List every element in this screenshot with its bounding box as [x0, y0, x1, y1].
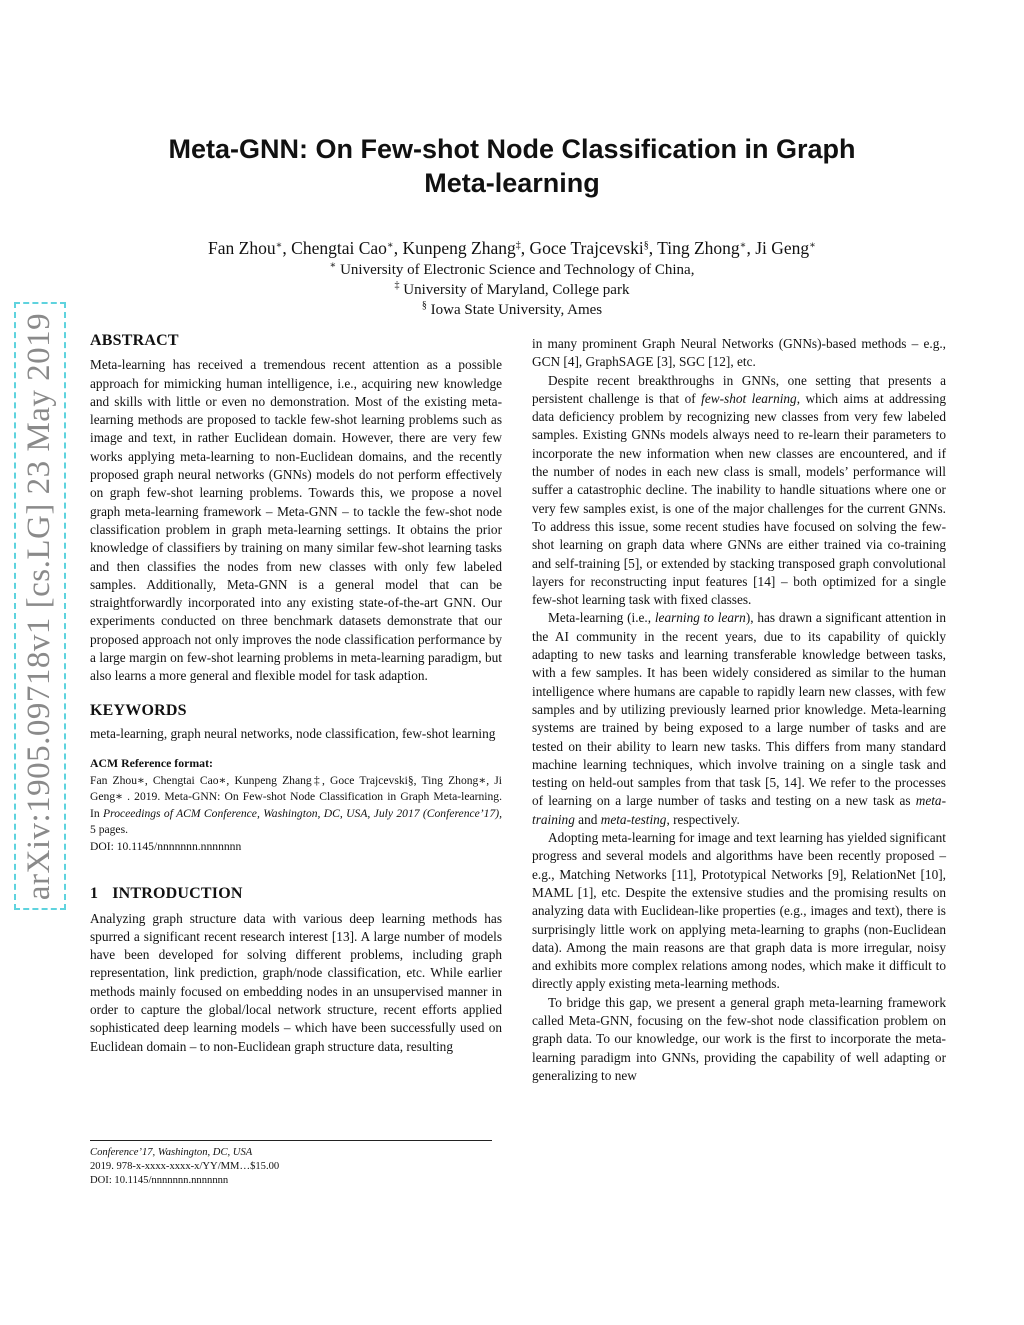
right-column — [532, 335, 946, 1085]
title-line-2: Meta-learning — [424, 168, 600, 198]
intro-paragraph: in many prominent Graph Neural Networks (GNNs)-based methods – e.g., GCN [4], GraphSAGE [3], SGC [12], etc. — [532, 336, 946, 370]
intro-paragraph: Adopting meta-learning for image and text learning has yielded significant progress and several models and algorithms have been recently proposed – e.g., Matching Networks [11], Prototypical Networks [9], RelationNet [10], MAML [1], etc. Despite the extensive studies and the promising results on analyzing data with Euclidean-like properties (e.g., images and text), there is surprisingly little work on applying meta-learning to graphs (non-Euclidean data). Among the main reasons are that graph data is more irregular, noisy and exhibits more complex relations among nodes, which make it difficult to directly apply existing meta-learning methods. — [532, 830, 946, 992]
acm-doi: DOI: 10.1145/nnnnnnn.nnnnnnn — [90, 839, 242, 853]
arxiv-side-stamp — [14, 302, 66, 910]
intro-paragraph: To bridge this gap, we present a general graph meta-learning framework called Meta-GNN, focusing on the few-shot node classification problem on graph data. To our knowledge, our work is the first to incorporate the meta-learning paradigm into GNNs, providing the capability of well adapting or generalizing to new — [532, 994, 946, 1083]
paper-title — [140, 132, 884, 200]
author: Ting Zhong∗, — [657, 238, 756, 258]
intro-paragraph: Analyzing graph structure data with various deep learning methods has spurred a significant recent research interest [13]. A large number of models have been developed for solving different problems, including graph representation, link prediction, graph/node classification, etc. While earlier methods mainly focused on embedding nodes in an unsupervised manner in order to capture the global/local network structure, recent efforts applied sophisticated deep learning models – which have been successfully used on Euclidean domain – to non-Euclidean graph structure data, resulting — [90, 910, 502, 1054]
footnote-doi: DOI: 10.1145/nnnnnnn.nnnnnnn — [90, 1175, 229, 1186]
acm-reference-heading: ACM Reference format: — [90, 756, 213, 771]
author: Chengtai Cao∗, — [291, 238, 403, 258]
author: Kunpeng Zhang‡, — [402, 238, 530, 258]
footnote — [90, 1140, 492, 1188]
affiliation: § Iowa State University, Ames — [421, 300, 603, 318]
author: Ji Geng∗ — [755, 238, 816, 258]
intro-heading: 1 INTRODUCTION — [90, 885, 243, 903]
author: Fan Zhou∗, — [208, 238, 292, 258]
keywords-text: meta-learning, graph neural networks, node classification, few-shot learning — [90, 725, 496, 741]
keywords-heading: KEYWORDS — [90, 701, 187, 719]
footnote-isbn: 2019. 978-x-xxxx-xxxx-x/YY/MM…$15.00 — [90, 1161, 280, 1172]
affiliation: ∗ University of Electronic Science and Technology of China, — [329, 260, 695, 278]
title-line-1: Meta-GNN: On Few-shot Node Classification in Graph — [168, 134, 856, 164]
acm-reference-text: Fan Zhou∗, Chengtai Cao∗, Kunpeng Zhang‡, Goce Trajcevski§, Ting Zhong∗, Ji Geng∗ . 2019. Meta-GNN: On Few-shot Node Classification in Graph Meta-learning. In Proceedings of ACM Conference, Washington, DC, USA, July 2017 (Conference’17), 5 pages. — [90, 773, 502, 837]
intro-paragraph: Meta-learning (i.e., learning to learn), has drawn a significant attention in the AI community in the recent years, due to its capability of quickly adapting to new tasks and learning transferable knowledge between tasks, with a few samples. It has been widely considered as similar to the human intelligence where humans are capable to rapidly learn new classes, with few samples and by utilizing previously learned prior knowledge. Meta-learning systems are trained by being exposed to a large number of tasks and are tested on their ability to learn new tasks. This differs from many standard machine learning techniques, which involve training on a single task and testing on held-out samples from that task [5, 14]. We refer to the processes of learning on a large number of tasks and testing on a new task as meta-training and meta-testing, respectively. — [532, 610, 947, 827]
abstract-text: Meta-learning has received a tremendous recent attention as a possible approach for mimicking human intelligence, i.e., acquiring new knowledge and skills with little or even no demonstration. Most of the existing meta-learning methods are proposed to tackle few-shot learning problems such as image and text, in rather Euclidean domain. However, there are very few works applying meta-learning to non-Euclidean domains, and the recently proposed graph neural networks (GNNs) models do not perform effectively on graph few-shot learning problems. Towards this, we propose a novel graph meta-learning framework – Meta-GNN – to tackle the few-shot node classification problem in graph meta-learning settings. It obtains the prior knowledge of classifiers by training on many similar few-shot learning tasks and then classifies the nodes from new classes with only few labeled samples. Additionally, Meta-GNN is a general model that can be straightforwardly incorporated into any existing state-of-the-art GNN. Our experiments conducted on three benchmark datasets demonstrate that our proposed approach not only improves the node classification performance by a large margin on few-shot learning problems in meta-learning paradigm, but also learns a more general and flexible model for task adaption. — [90, 357, 502, 684]
arxiv-id: arXiv:1905.09718v1 [cs.LG] 23 May 2019 — [21, 312, 58, 900]
abstract-heading: ABSTRACT — [90, 332, 179, 349]
acm-reference — [90, 755, 502, 855]
footnote-conference: Conference’17, Washington, DC, USA — [90, 1147, 253, 1158]
author: Goce Trajcevski§, — [529, 238, 658, 258]
intro-paragraph: Despite recent breakthroughs in GNNs, one setting that presents a persistent challenge is that of few-shot learning, which aims at addressing data deficiency problem by recognizing new classes from very few labeled samples. Existing GNNs models always need to re-learn their parameters to incorporate the new information when new classes are encountered, and if the number of nodes in each new class is small, models’ performance will suffer a catastrophic decline. The inability to handle situations where one or very few samples exist, is one of the major challenges for the current GNNs. To address this issue, some recent studies have focused on solving the few-shot learning on graph data where GNNs are either trained via co-training and self-training [5], or extended by stacking transposed graph convolutional layers for reconstructing input features [14] – both optimized for a single few-shot learning task with fixed classes. — [532, 372, 946, 608]
affiliation: ‡ University of Maryland, College park — [394, 280, 630, 298]
author-list — [120, 237, 904, 259]
left-column — [90, 332, 502, 1056]
